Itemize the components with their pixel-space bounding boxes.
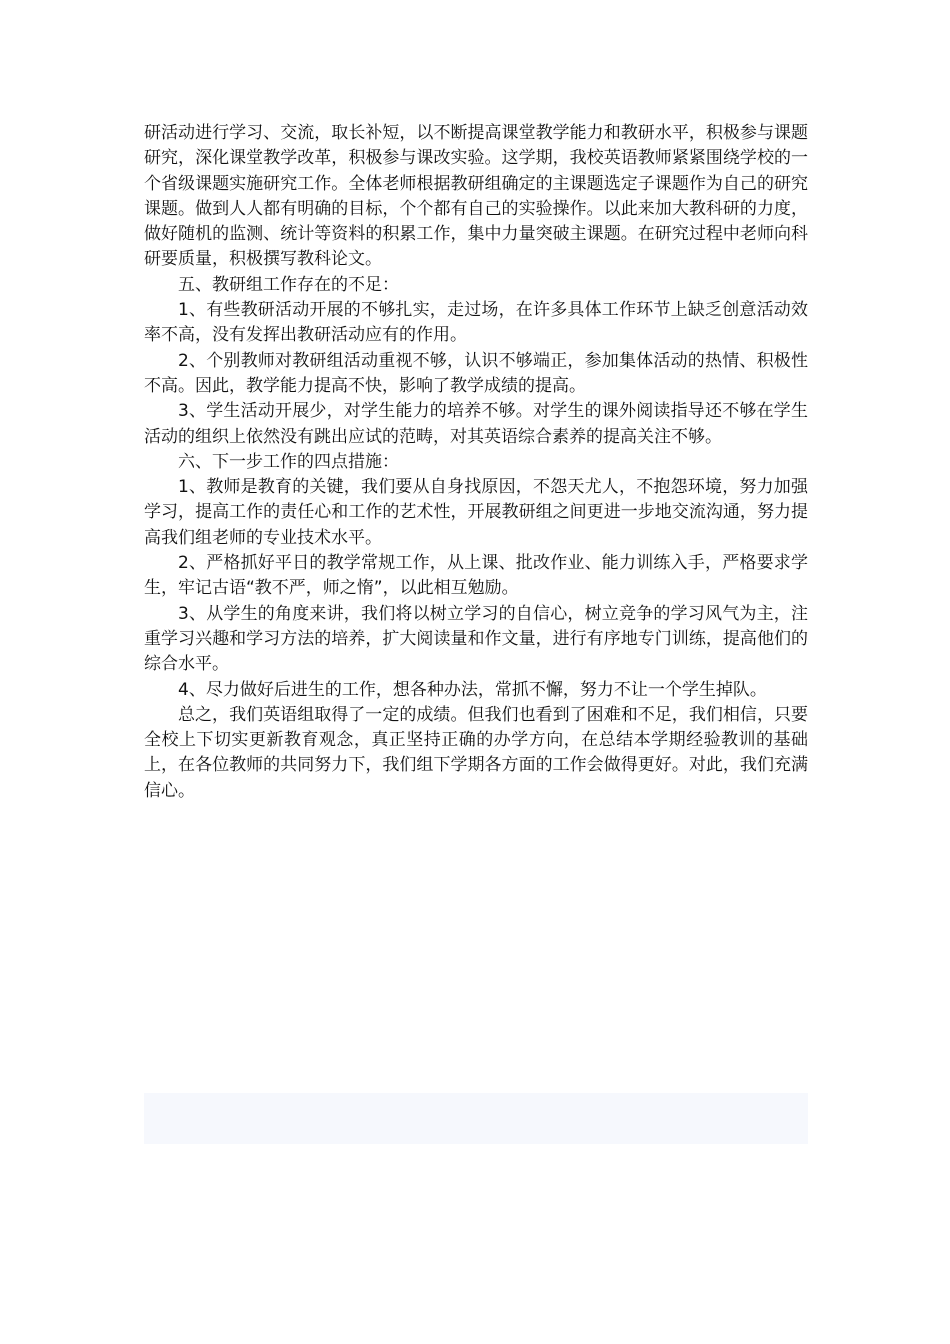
shortcoming-item-2: 2、个别教师对教研组活动重视不够，认识不够端正，参加集体活动的热情、积极性不高。因此，教学能力提高不快，影响了教学成绩的提高。	[144, 350, 808, 396]
conclusion-paragraph: 总之，我们英语组取得了一定的成绩。但我们也看到了困难和不足，我们相信，只要全校上下切实更新教育观念，真正坚持正确的办学方向，在总结本学期经验教训的基础上，在各位教师的共同努力下，我们组下学期各方面的工作会做得更好。对此，我们充满信心。	[144, 704, 808, 801]
measure-item-3: 3、从学生的角度来讲，我们将以树立学习的自信心，树立竞争的学习风气为主，注重学习兴趣和学习方法的培养，扩大阅读量和作文量，进行有序地专门训练，提高他们的综合水平。	[144, 603, 808, 675]
measure-item-4: 4、尽力做好后进生的工作，想各种办法，常抓不懈，努力不让一个学生掉队。	[178, 679, 767, 700]
measure-item-1: 1、教师是教育的关键，我们要从自身找原因，不怨天尤人，不抱怨环境，努力加强学习，提高工作的责任心和工作的艺术性，开展教研组之间更进一步地交流沟通，努力提高我们组老师的专业技术水平。	[144, 477, 808, 548]
section-heading-measures: 六、下一步工作的四点措施：	[178, 451, 399, 472]
footer-band	[144, 1093, 808, 1144]
section-heading-shortcomings: 五、教研组工作存在的不足：	[178, 274, 399, 295]
measure-item-2: 2、严格抓好平日的教学常规工作，从上课、批改作业、能力训练入手，严格要求学生，牢记古语“教不严，师之惰”，以此相互勉励。	[144, 553, 808, 599]
paragraph-continued-research: 研活动进行学习、交流，取长补短，以不断提高课堂教学能力和教研水平，积极参与课题研究，深化课堂教学改革，积极参与课改实验。这学期，我校英语教师紧紧围绕学校的一个省级课题实施研究工作。全体老师根据教研组确定的主课题选定子课题作为自己的研究课题。做到人人都有明确的目标，个个都有自己的实验操作。以此来加大教科研的力度，做好随机的监测、统计等资料的积累工作，集中力量突破主课题。在研究过程中老师向科研要质量，积极撰写教科论文。	[144, 123, 808, 270]
shortcoming-item-1: 1、有些教研活动开展的不够扎实，走过场，在许多具体工作环节上缺乏创意活动效率不高，没有发挥出教研活动应有的作用。	[144, 300, 808, 346]
shortcoming-item-3: 3、学生活动开展少，对学生能力的培养不够。对学生的课外阅读指导还不够在学生活动的组织上依然没有跳出应试的范畴，对其英语综合素养的提高关注不够。	[144, 401, 808, 447]
document-body	[144, 121, 808, 804]
